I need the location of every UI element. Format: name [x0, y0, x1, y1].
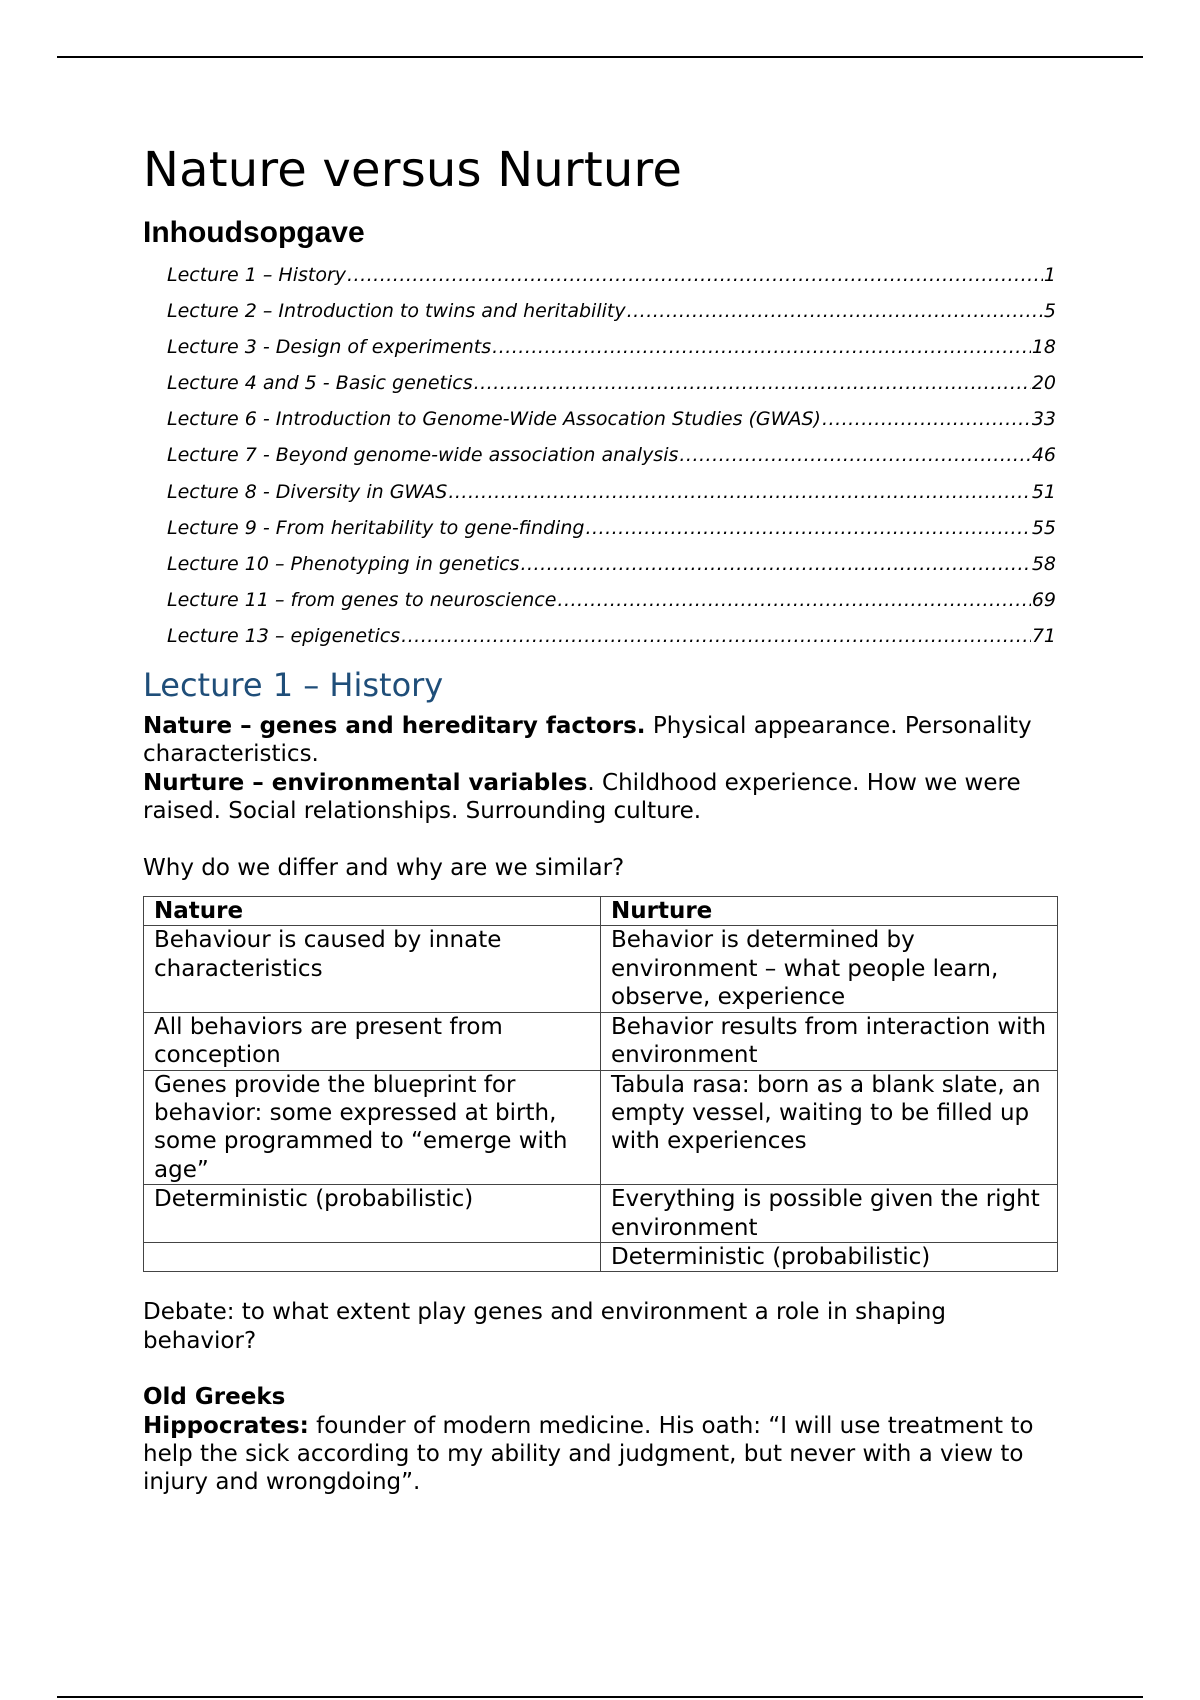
- table-of-contents: [143, 257, 1058, 654]
- toc-heading: Inhoudsopgave: [143, 216, 365, 249]
- table-cell: Behaviour is caused by innate characteristics: [144, 926, 601, 1012]
- table-row: [144, 1185, 1058, 1243]
- table-row: [144, 1242, 1058, 1271]
- document-title: Nature versus Nurture: [143, 142, 683, 198]
- section-heading: Lecture 1 – History: [143, 666, 444, 705]
- nurture-definition: [143, 769, 1058, 826]
- table-cell: Tabula rasa: born as a blank slate, an empty vessel, waiting to be filled up with experiences: [601, 1070, 1058, 1185]
- toc-entry-page: 55: [1031, 516, 1056, 539]
- table-cell: Deterministic (probabilistic): [144, 1185, 601, 1243]
- table-cell: All behaviors are present from conception: [144, 1012, 601, 1070]
- toc-entry[interactable]: [167, 510, 1056, 546]
- table-cell: Behavior is determined by environment – what people learn, observe, experience: [601, 926, 1058, 1012]
- table-cell: Everything is possible given the right environment: [601, 1185, 1058, 1243]
- hippocrates-description: founder of modern medicine. His oath: “I will use treatment to help the sick according to my ability and judgment, but never with a view to injury and wrongdoing”.: [143, 1412, 1034, 1496]
- toc-entry-label: Lecture 11 – from genes to neuroscience: [167, 588, 557, 611]
- nurture-description: . Childhood experience. How we were raised. Social relationships. Surrounding culture.: [143, 769, 1021, 825]
- toc-entry-page: 1: [1043, 264, 1056, 286]
- toc-entry[interactable]: [167, 401, 1056, 437]
- toc-entry[interactable]: [167, 546, 1056, 582]
- toc-entry-label: Lecture 1 – History: [167, 264, 347, 286]
- toc-entry-label: Lecture 10 – Phenotyping in genetics: [167, 552, 520, 575]
- toc-entry-label: Lecture 4 and 5 - Basic genetics: [167, 372, 473, 395]
- toc-entry[interactable]: [167, 618, 1056, 654]
- bottom-rule: [57, 1696, 1143, 1698]
- page-content: [143, 140, 1058, 1497]
- toc-entry-page: 5: [1043, 300, 1056, 323]
- toc-entry[interactable]: [167, 582, 1056, 618]
- table-cell: Behavior results from interaction with environment: [601, 1012, 1058, 1070]
- hippocrates-paragraph: [143, 1412, 1058, 1497]
- toc-entry-label: Lecture 13 – epigenetics: [167, 624, 401, 647]
- column-header: Nurture: [601, 897, 1058, 926]
- question-paragraph: Why do we differ and why are we similar?: [143, 854, 625, 881]
- table-row: [144, 1012, 1058, 1070]
- toc-entry[interactable]: [167, 365, 1056, 401]
- toc-entry-label: Lecture 8 - Diversity in GWAS: [167, 480, 448, 503]
- toc-entry-label: Lecture 9 - From heritability to gene-finding: [167, 516, 585, 539]
- toc-entry-page: 20: [1031, 372, 1056, 395]
- table-cell: Genes provide the blueprint for behavior: some expressed at birth, some programmed to “emerge with age”: [144, 1070, 601, 1185]
- column-header: Nature: [144, 897, 601, 926]
- toc-entry-page: 69: [1031, 588, 1056, 611]
- nurture-term: Nurture – environmental variables: [143, 769, 588, 796]
- toc-entry-page: 58: [1031, 552, 1056, 575]
- toc-entry[interactable]: [167, 329, 1056, 365]
- table-cell: [144, 1242, 601, 1271]
- greeks-heading: Old Greeks: [143, 1384, 286, 1411]
- toc-entry-page: 51: [1031, 480, 1056, 503]
- toc-entry[interactable]: [167, 293, 1056, 329]
- toc-entry-page: 33: [1031, 408, 1056, 431]
- toc-entry[interactable]: [167, 437, 1056, 473]
- toc-entry-label: Lecture 2 – Introduction to twins and heritability: [167, 300, 626, 323]
- toc-entry-page: 18: [1031, 336, 1056, 359]
- nature-definition: [143, 712, 1058, 769]
- toc-entry[interactable]: [167, 257, 1056, 293]
- toc-entry-page: 71: [1031, 624, 1056, 647]
- table-row: [144, 1070, 1058, 1185]
- toc-entry-page: 46: [1031, 444, 1056, 467]
- toc-entry-label: Lecture 6 - Introduction to Genome-Wide Assocation Studies (GWAS): [167, 408, 821, 431]
- hippocrates-term: Hippocrates:: [143, 1412, 309, 1439]
- table-header-row: [144, 897, 1058, 926]
- table-cell: Deterministic (probabilistic): [601, 1242, 1058, 1271]
- table-row: [144, 926, 1058, 1012]
- toc-entry[interactable]: [167, 474, 1056, 510]
- nature-description: Physical appearance. Personality characteristics.: [143, 713, 1032, 768]
- toc-entry-label: Lecture 3 - Design of experiments: [167, 336, 492, 359]
- debate-paragraph: Debate: to what extent play genes and environment a role in shaping behavior?: [143, 1299, 946, 1354]
- nature-nurture-table: [143, 896, 1058, 1272]
- toc-entry-label: Lecture 7 - Beyond genome-wide association analysis: [167, 444, 679, 467]
- top-rule: [57, 56, 1143, 58]
- nature-term: Nature – genes and hereditary factors.: [143, 713, 646, 740]
